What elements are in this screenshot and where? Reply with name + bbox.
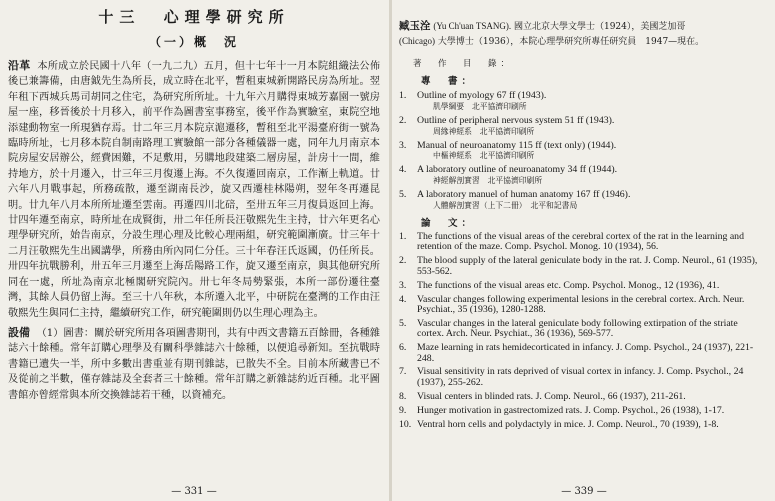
book-number: 1. <box>399 90 407 101</box>
equipment-heading: 設備 <box>8 325 31 339</box>
paper-item <box>399 295 767 316</box>
history-paragraph <box>8 58 380 321</box>
book-item <box>399 140 767 162</box>
researcher-english-name: (Yu Ch'uan TSANG). <box>433 21 512 31</box>
paper-number: 9. <box>399 404 407 416</box>
equipment-text: （1）圖書：關於研究所用各項圖書期刊，共有中西文書籍五百餘冊，各種雜誌六十餘種。常年訂購心理學及有關科學雜誌六十餘種，以便追尋新知。至抗戰時書籍已遺失一半，所中多數出書重並有期刊雜誌，已散失不全。目前本所藏書已不及從前之半數，僅存雜誌及全套者三十餘種。常年訂購之新雜誌約近百種。北平圖書館亦曾經常與本所交換雜誌若干種，以資補充。 <box>8 327 380 401</box>
paper-number: 1. <box>399 230 407 242</box>
paper-item <box>399 343 767 364</box>
paper-citation: Visual sensitivity in rats deprived of visual cortex in infancy. J. Comp. Psychol., 24 (1937), 255-262. <box>417 366 744 388</box>
book-number: 5. <box>399 189 407 201</box>
paper-citation: Ventral horn cells and polydactyly in mice. J. Comp. Neurol., 70 (1939), 1-8. <box>417 418 719 430</box>
works-label: 著 作 目 錄： <box>413 59 514 69</box>
researcher-name: 臧玉洤 <box>399 20 431 32</box>
paper-item <box>399 392 767 402</box>
chapter-number: 十三 <box>98 8 141 26</box>
book-title: Manual of neuroanatomy 115 ff (text only) (1944). <box>417 139 617 151</box>
book-item <box>399 189 767 211</box>
book-title: A laboratory outline of neuroanatomy 34 ff (1944). <box>417 164 618 176</box>
book-number: 3. <box>399 139 407 151</box>
paper-item <box>399 406 767 416</box>
books-label: 專 書： <box>421 76 476 87</box>
books-list <box>399 90 767 211</box>
book-title: A laboratory manuel of human anatomy 167 ff (1946). <box>417 189 631 201</box>
book-chinese-title: 人體解剖實習（上下二冊） 北平和記書局 <box>433 200 578 210</box>
paper-item <box>399 256 767 277</box>
bio-line-2: 大學博士（1936），本院心理學研究所專任研究員 1947—現在。 <box>437 36 705 47</box>
equipment-paragraph <box>8 325 380 403</box>
paper-number: 6. <box>399 342 407 354</box>
researcher-bio <box>399 20 767 49</box>
paper-item <box>399 281 767 291</box>
book-chinese-title: 肌學綱要 北平協濟印刷所 <box>433 101 527 111</box>
paper-number: 7. <box>399 366 407 378</box>
book-title: Outline of peripheral nervous system 51 ff (1943). <box>417 114 615 126</box>
paper-item <box>399 420 767 430</box>
paper-citation: Hunger motivation in gastrectomized rats. J. Comp. Psychol., 26 (1938), 1-17. <box>417 404 725 416</box>
book-number: 4. <box>399 164 407 176</box>
book-chinese-title: 周緣神經系 北平協濟印刷所 <box>433 126 535 136</box>
page-number-left: — 331 — <box>171 486 217 497</box>
book-item <box>399 164 767 186</box>
paper-number: 5. <box>399 317 407 329</box>
bio-line-1: 國立北京大學文學士（1924），美國芝加哥 <box>513 22 686 32</box>
book-number: 2. <box>399 114 407 126</box>
paper-citation: Vascular changes in the lateral geniculate body following extirpation of the striate cortex. Arch. Neur. Psychiat., 36 (1936), 569-577. <box>417 317 738 340</box>
paper-number: 10. <box>399 418 412 430</box>
paper-item <box>399 319 767 340</box>
paper-citation: Maze learning in rats hemidecorticated in infancy. J. Comp. Psychol., 24 (1937), 221-248. <box>417 342 754 364</box>
bio-chicago: (Chicago) <box>399 35 435 46</box>
papers-label: 論 文： <box>421 217 476 229</box>
chapter-heading <box>8 6 380 27</box>
right-page <box>393 0 775 501</box>
book-chinese-title: 神經解剖實習 北平協濟印刷所 <box>433 176 543 186</box>
history-heading: 沿革 <box>8 59 31 72</box>
history-text: 本所成立於民國十八年（一九二九）五月，但十七年十一月本院組織法公佈後已兼籌備，由唐鉞先生為所長，成立時在北平，暫租東城新開路民房為所址。翌年租下西城兵馬司胡同之住宅，為研究所所址。十九年六月購得東城芳嘉園一號房屋一座，移晉後於十月移入，前平作為圖書室事務室，後平作為實驗室，東院空地添建動物室一所現猶存焉。廿二年三月本院京滬遷移，暫租至北平湯臺府街一號為臨時所址，七月移本院自制南路理工實驗館一部分各種儀器一處，同年九月南京本院房屋安居辦公，經費困難，不足敷用，另購地段建築二層房屋，計房十一間，維持地方，於十月遷入，廿三年三月復遷上海。不久復遷回南京，工作漸上軌道。廿六年八月戰事起，所務疏散，遷至湖南長沙，旋又西遷桂林陽朔，翌年冬再遷昆明。廿九年八月本所所址遷至雲南。再遷四川北碚，至卅五年三月復員返回上海。廿四年遷至南京，時所址在成賢街，卅二年任所長汪敬熙先生主持，廿六年更名心理學研究所，始告南京，分設生理心理及比較心理兩組，研究範圍漸廣。廿三年十二月汪敬熙先生出國講學，所務由所內同仁分任。三十年春汪氏返國，仍任所長。卅四年抗戰勝利，卅五年三月遷至上海岳陽路工作，旋又遷至南京，與其他研究所同在一處，所址為南京北極閣研究院內。卅七年冬局勢緊張，本所一部份遷往臺灣，其餘人員仍留上海。至三十八年秋，本所遷入北平，中研院在臺灣的工作由汪敬熙先生與同仁主持，繼續研究工作，研究範圍則仍以生理心理為主。 <box>8 61 381 319</box>
paper-number: 3. <box>399 279 407 291</box>
paper-number: 8. <box>399 390 407 402</box>
paper-number: 2. <box>399 255 407 267</box>
chapter-title: 心理學研究所 <box>163 8 290 26</box>
papers-list <box>399 232 767 430</box>
book-title: Outline of myology 67 ff (1943). <box>417 90 547 101</box>
paper-citation: Visual centers in blinded rats. J. Comp. Neurol., 66 (1937), 211-261. <box>417 390 686 402</box>
paper-citation: The functions of the visual areas etc. Comp. Psychol. Monog., 12 (1936), 41. <box>417 279 720 291</box>
paper-citation: The blood supply of the lateral geniculate body in the rat. J. Comp. Neurol., 61 (1935), 553-562. <box>417 255 758 277</box>
paper-citation: Vascular changes following experimental lesions in the cerebral cortex. Arch. Neur. Psychiat., 35 (1936), 1280-1288. <box>417 293 745 315</box>
paper-citation: The functions of the visual areas of the cerebral cortex of the rat in the learning and retention of the maze. Comp. Psychol. Monog. 10 (1934), 56. <box>417 230 744 253</box>
paper-item <box>399 232 767 253</box>
book-item <box>399 115 767 137</box>
book-spine <box>389 0 392 501</box>
paper-number: 4. <box>399 293 407 305</box>
book-chinese-title: 中樞神經系 北平協濟印刷所 <box>433 151 535 161</box>
page-number-right: — 339 — <box>561 486 607 497</box>
book-item <box>399 90 767 112</box>
paper-item <box>399 367 767 388</box>
section-title: （一）概 況 <box>148 35 239 49</box>
